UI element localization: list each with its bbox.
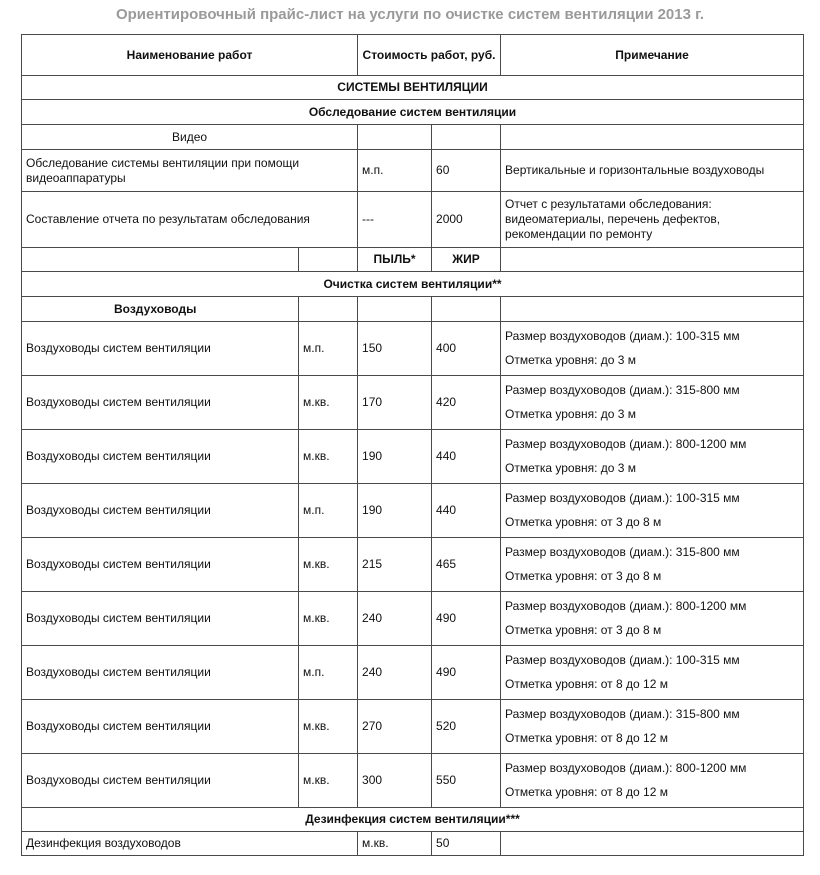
disinfection-row-unit: м.кв. (358, 832, 432, 856)
row-name: Воздуховоды систем вентиляции (22, 376, 299, 430)
table-row (22, 700, 804, 754)
row-unit: м.кв. (299, 754, 358, 808)
section-systems-row (22, 76, 804, 100)
disinfection-row-note (501, 832, 804, 856)
row-note-size: Размер воздуховодов (диам.): 100-315 мм (505, 491, 740, 505)
row-note-level: Отметка уровня: от 8 до 12 м (505, 731, 668, 745)
row-unit: м.кв. (299, 538, 358, 592)
row-note-level: Отметка уровня: от 8 до 12 м (505, 785, 668, 799)
row-dust-price: 300 (358, 754, 432, 808)
row-grease-price: 550 (432, 754, 501, 808)
row-unit: м.кв. (299, 700, 358, 754)
row-note-size: Размер воздуховодов (диам.): 100-315 мм (505, 653, 740, 667)
header-note: Примечание (501, 35, 804, 76)
row-dust-price: 190 (358, 430, 432, 484)
row-unit: м.п. (299, 484, 358, 538)
page-title: Ориентировочный прайс-лист на услуги по очистке систем вентиляции 2013 г. (115, 6, 705, 23)
ducts-group-label: Воздуховоды (22, 297, 299, 322)
row-grease-price: 440 (432, 430, 501, 484)
dust-grease-header-row (22, 248, 804, 272)
table-row (22, 832, 804, 856)
survey-row-name: Составление отчета по результатам обследования (22, 192, 358, 248)
survey-row-note: Вертикальные и горизонтальные воздуховоды (501, 150, 804, 192)
section-disinfection-row (22, 808, 804, 832)
row-note-size: Размер воздуховодов (диам.): 315-800 мм (505, 707, 740, 721)
survey-row (22, 192, 804, 248)
row-note-level: Отметка уровня: до 3 м (505, 353, 637, 367)
row-dust-price: 170 (358, 376, 432, 430)
survey-row-price: 60 (432, 150, 501, 192)
row-dust-price: 270 (358, 700, 432, 754)
row-dust-price: 240 (358, 646, 432, 700)
row-grease-price: 490 (432, 646, 501, 700)
table-row (22, 376, 804, 430)
row-unit: м.кв. (299, 430, 358, 484)
row-unit: м.п. (299, 322, 358, 376)
row-grease-price: 400 (432, 322, 501, 376)
table-row (22, 322, 804, 376)
row-note-level: Отметка уровня: до 3 м (505, 461, 637, 475)
row-note-size: Размер воздуховодов (диам.): 800-1200 мм (505, 761, 747, 775)
row-note-size: Размер воздуховодов (диам.): 315-800 мм (505, 383, 740, 397)
disinfection-row-price: 50 (432, 832, 501, 856)
row-note (501, 592, 804, 646)
header-cost: Стоимость работ, руб. (358, 35, 501, 76)
row-unit: м.п. (299, 646, 358, 700)
table-header-row (22, 35, 804, 76)
row-note (501, 322, 804, 376)
row-grease-price: 420 (432, 376, 501, 430)
row-grease-price: 465 (432, 538, 501, 592)
grease-label: ЖИР (432, 248, 501, 272)
row-name: Воздуховоды систем вентиляции (22, 700, 299, 754)
table-row (22, 484, 804, 538)
row-unit: м.кв. (299, 376, 358, 430)
row-grease-price: 490 (432, 592, 501, 646)
table-row (22, 430, 804, 484)
row-note-size: Размер воздуховодов (диам.): 800-1200 мм (505, 437, 747, 451)
table-row (22, 646, 804, 700)
survey-row-name: Обследование системы вентиляции при помощи видеоаппаратуры (22, 150, 358, 192)
disinfection-row-name: Дезинфекция воздуховодов (22, 832, 358, 856)
row-grease-price: 520 (432, 700, 501, 754)
row-note-size: Размер воздуховодов (диам.): 315-800 мм (505, 545, 740, 559)
row-note (501, 646, 804, 700)
survey-row-unit: м.п. (358, 150, 432, 192)
survey-row (22, 150, 804, 192)
video-label: Видео (22, 125, 358, 150)
row-note-size: Размер воздуховодов (диам.): 800-1200 мм (505, 599, 747, 613)
row-note-level: Отметка уровня: от 3 до 8 м (505, 515, 662, 529)
table-row (22, 754, 804, 808)
row-dust-price: 240 (358, 592, 432, 646)
section-systems: СИСТЕМЫ ВЕНТИЛЯЦИИ (22, 76, 804, 100)
row-name: Воздуховоды систем вентиляции (22, 484, 299, 538)
price-table (21, 34, 804, 856)
section-survey-row (22, 100, 804, 125)
row-note-level: Отметка уровня: от 8 до 12 м (505, 677, 668, 691)
row-note (501, 376, 804, 430)
video-row (22, 125, 804, 150)
ducts-group-row (22, 297, 804, 322)
survey-row-unit: --- (358, 192, 432, 248)
table-row (22, 538, 804, 592)
row-name: Воздуховоды систем вентиляции (22, 754, 299, 808)
row-dust-price: 190 (358, 484, 432, 538)
section-disinfection: Дезинфекция систем вентиляции*** (22, 808, 804, 832)
table-row (22, 592, 804, 646)
row-unit: м.кв. (299, 592, 358, 646)
section-cleaning-row (22, 272, 804, 297)
row-note (501, 484, 804, 538)
row-name: Воздуховоды систем вентиляции (22, 592, 299, 646)
row-name: Воздуховоды систем вентиляции (22, 430, 299, 484)
section-survey: Обследование систем вентиляции (22, 100, 804, 125)
row-note (501, 538, 804, 592)
row-dust-price: 150 (358, 322, 432, 376)
row-note-level: Отметка уровня: от 3 до 8 м (505, 569, 662, 583)
row-name: Воздуховоды систем вентиляции (22, 322, 299, 376)
survey-row-price: 2000 (432, 192, 501, 248)
header-name: Наименование работ (22, 35, 358, 76)
row-note (501, 754, 804, 808)
row-dust-price: 215 (358, 538, 432, 592)
row-name: Воздуховоды систем вентиляции (22, 646, 299, 700)
survey-row-note: Отчет с результатами обследования: видеоматериалы, перечень дефектов, рекомендации по ремонту (501, 192, 804, 248)
dust-label: ПЫЛЬ* (358, 248, 432, 272)
row-grease-price: 440 (432, 484, 501, 538)
row-note-level: Отметка уровня: до 3 м (505, 407, 637, 421)
row-note (501, 700, 804, 754)
section-cleaning: Очистка систем вентиляции** (22, 272, 804, 297)
row-name: Воздуховоды систем вентиляции (22, 538, 299, 592)
row-note-level: Отметка уровня: от 3 до 8 м (505, 623, 662, 637)
row-note (501, 430, 804, 484)
row-note-size: Размер воздуховодов (диам.): 100-315 мм (505, 329, 740, 343)
